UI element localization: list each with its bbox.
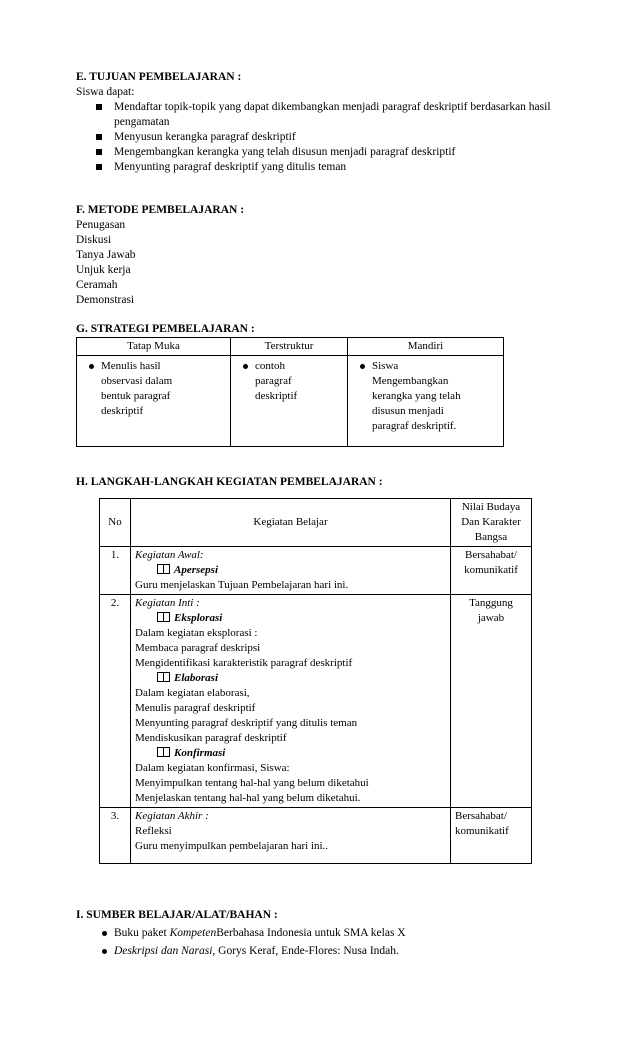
list-item: Tanya Jawab (76, 249, 136, 261)
subheading-label: Konfirmasi (174, 747, 226, 759)
activity-line: Menyunting paragraf deskriptif yang ditulis teman (135, 717, 358, 729)
book-icon (157, 747, 170, 757)
table-row (100, 547, 532, 595)
section-sumber (76, 908, 576, 959)
column-header: Terstruktur (231, 338, 348, 356)
source-detail: Berbahasa Indonesia untuk SMA kelas X (216, 927, 406, 939)
column-header: Mandiri (348, 338, 504, 356)
list-item: Mendaftar topik-topik yang dapat dikembangkan menjadi paragraf deskriptif berdasarkan hasil pengamatan (94, 100, 576, 130)
activity-subheading (135, 671, 446, 686)
activity-line: Guru menyimpulkan pembelajaran hari ini.. (135, 840, 329, 852)
list-item: contoh paragraf deskriptif (239, 359, 315, 404)
source-detail: , Gorys Keraf, Ende-Flores: Nusa Indah. (212, 945, 399, 957)
activity-line: Guru menjelaskan Tujuan Pembelajaran hari ini. (135, 579, 349, 591)
list-item: Ceramah (76, 279, 118, 291)
book-icon (157, 612, 170, 622)
activity-line: Mengidentifikasi karakteristik paragraf deskriptif (135, 657, 353, 669)
activity-cell (131, 595, 451, 808)
value-cell: Tanggung jawab (451, 595, 532, 808)
section-heading: H. LANGKAH-LANGKAH KEGIATAN PEMBELAJARAN : (76, 476, 383, 488)
subheading-label: Eksplorasi (174, 612, 223, 624)
list-item: Mengembangkan kerangka yang telah disusun menjadi paragraf deskriptif (94, 145, 576, 160)
list-item: Diskusi (76, 234, 112, 246)
list-item (98, 926, 576, 941)
activity-line: Dalam kegiatan elaborasi, (135, 687, 250, 699)
list-item (98, 944, 576, 959)
table-row (100, 808, 532, 864)
source-title: Deskripsi dan Narasi (114, 945, 213, 957)
activity-line: Menjelaskan tentang hal-hal yang belum diketahui. (135, 792, 361, 804)
table-cell (348, 356, 504, 447)
section-heading: E. TUJUAN PEMBELAJARAN : (76, 71, 242, 83)
document-page (76, 70, 576, 959)
activity-cell (131, 547, 451, 595)
row-number: 3. (100, 808, 131, 864)
list-item: Demonstrasi (76, 294, 135, 306)
goals-list (76, 100, 576, 175)
row-number: 2. (100, 595, 131, 808)
activities-table (99, 498, 532, 864)
value-cell: Bersahabat/ komunikatif (451, 547, 532, 595)
column-header: Kegiatan Belajar (131, 499, 451, 547)
list-item: Siswa Mengembangkan kerangka yang telah disusun menjadi paragraf deskriptif. (356, 359, 464, 434)
intro-text: Siswa dapat: (76, 86, 135, 98)
table-row (100, 595, 532, 808)
strategy-table (76, 337, 504, 447)
section-langkah (76, 475, 576, 864)
section-heading: G. STRATEGI PEMBELAJARAN : (76, 323, 255, 335)
activity-line: Membaca paragraf deskripsi (135, 642, 261, 654)
activity-cell (131, 808, 451, 864)
column-header: No (100, 499, 131, 547)
section-heading: I. SUMBER BELAJAR/ALAT/BAHAN : (76, 909, 278, 921)
activity-line: Menulis paragraf deskriptif (135, 702, 256, 714)
section-tujuan (76, 70, 576, 175)
list-item: Menyusun kerangka paragraf deskriptif (94, 130, 576, 145)
activity-subheading (135, 746, 446, 761)
list-item: Menulis hasil observasi dalam bentuk paragraf deskriptif (85, 359, 186, 419)
activity-subheading (135, 611, 446, 626)
activity-line: Dalam kegiatan konfirmasi, Siswa: (135, 762, 290, 774)
activity-line: Dalam kegiatan eksplorasi : (135, 627, 258, 639)
sources-list (76, 926, 576, 959)
column-header: Tatap Muka (77, 338, 231, 356)
list-item: Menyunting paragraf deskriptif yang ditulis teman (94, 160, 576, 175)
subheading-label: Elaborasi (174, 672, 219, 684)
activity-line: Mendiskusikan paragraf deskriptif (135, 732, 287, 744)
section-heading: F. METODE PEMBELAJARAN : (76, 204, 245, 216)
book-icon (157, 672, 170, 682)
activity-title: Kegiatan Awal: (135, 549, 204, 561)
row-number: 1. (100, 547, 131, 595)
activity-line: Refleksi (135, 825, 172, 837)
activity-title: Kegiatan Akhir : (135, 810, 209, 822)
activity-line: Menyimpulkan tentang hal-hal yang belum diketahui (135, 777, 369, 789)
activity-title: Kegiatan Inti : (135, 597, 200, 609)
list-item: Penugasan (76, 219, 126, 231)
table-cell (77, 356, 231, 447)
table-cell (231, 356, 348, 447)
activity-subheading (135, 563, 446, 578)
source-prefix: Buku paket (114, 927, 167, 939)
list-item: Unjuk kerja (76, 264, 131, 276)
value-cell: Bersahabat/ komunikatif (451, 808, 532, 864)
book-icon (157, 564, 170, 574)
section-metode (76, 203, 576, 308)
column-header: Nilai Budaya Dan Karakter Bangsa (451, 499, 532, 547)
source-title: Kompeten (169, 927, 217, 939)
subheading-label: Apersepsi (174, 564, 218, 576)
section-strategi (76, 322, 576, 447)
